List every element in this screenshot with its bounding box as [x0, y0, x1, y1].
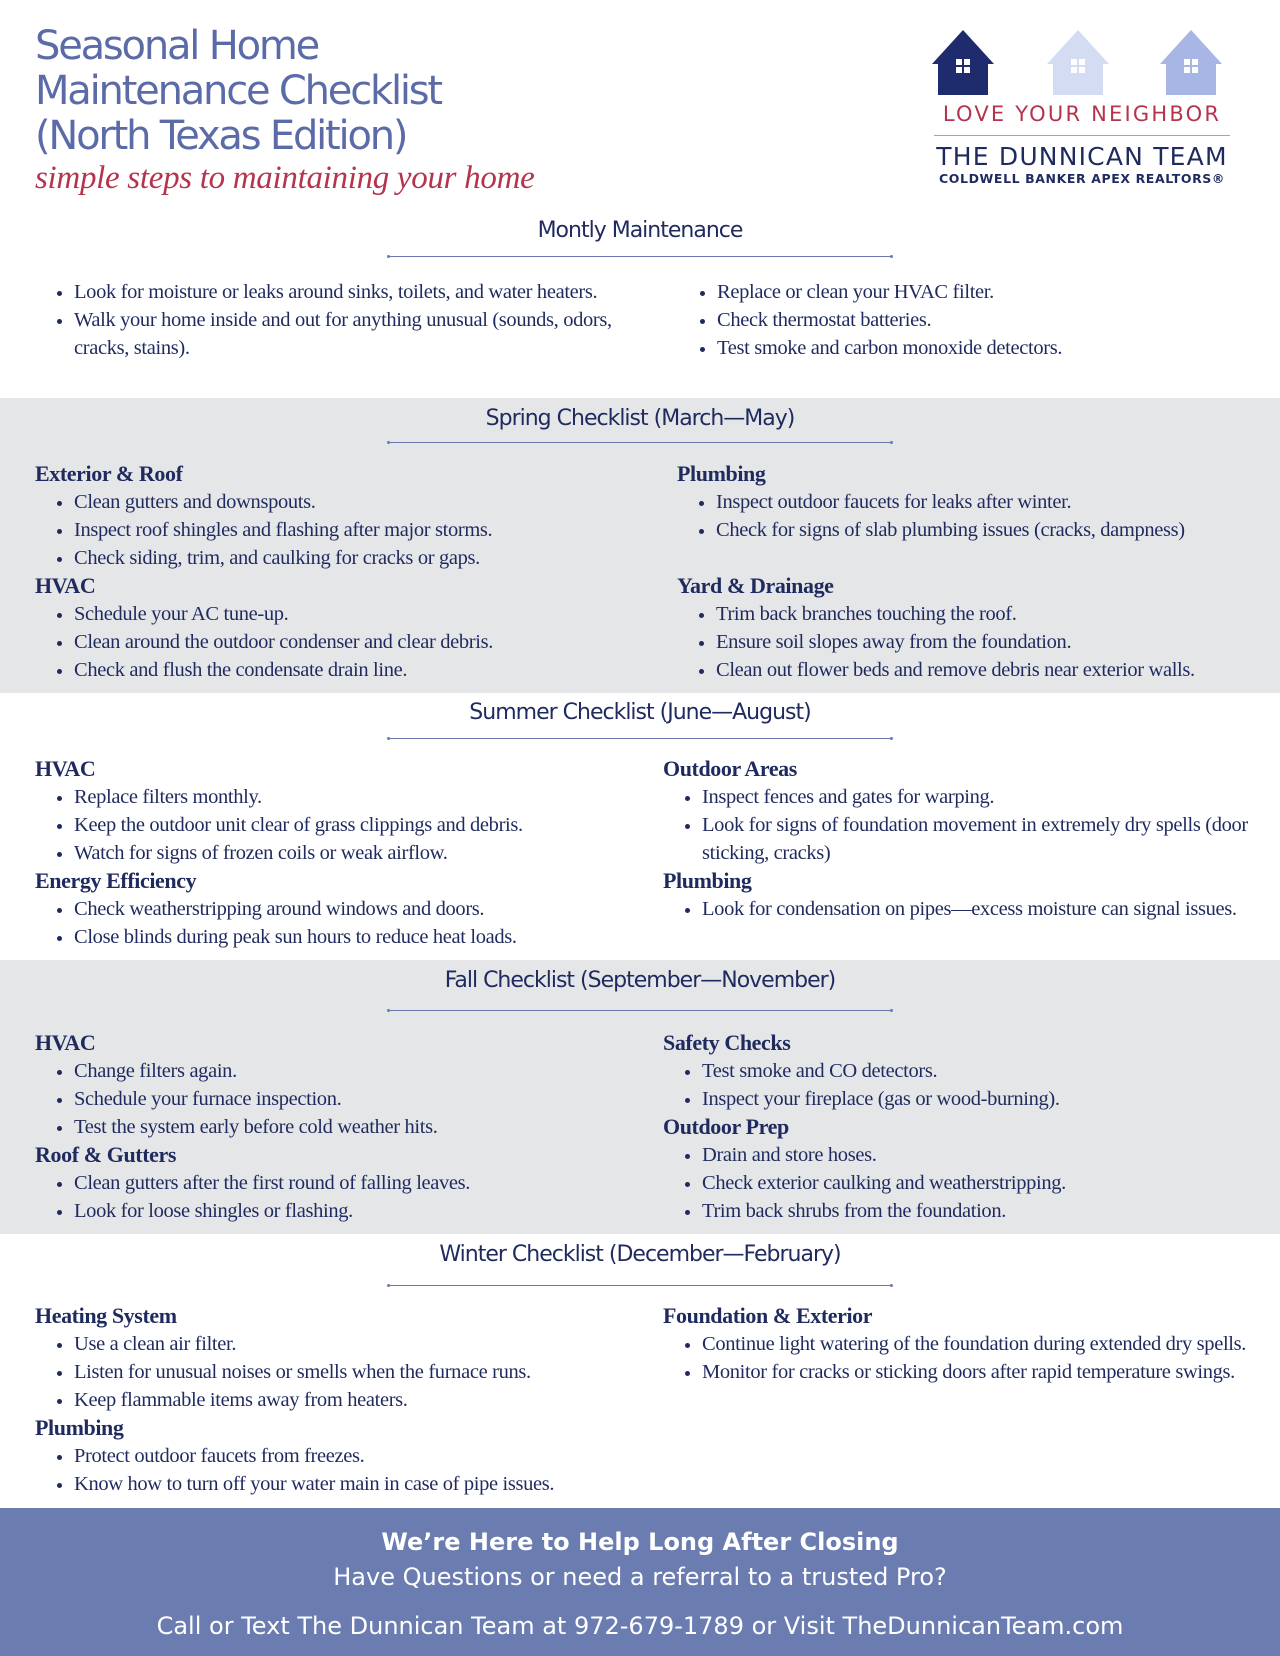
list-item: • Trim back branches touching the roof. — [716, 600, 1267, 628]
checklist — [35, 278, 625, 362]
winter-section — [0, 1234, 1280, 1508]
checklist — [663, 783, 1263, 867]
footer-headline: We’re Here to Help Long After Closing — [381, 1528, 899, 1556]
list-item: • Inspect outdoor faucets for leaks after winter. — [716, 488, 1267, 516]
list-item: • Use a clean air filter. — [74, 1330, 635, 1358]
section-divider — [388, 1010, 892, 1011]
list-item: • Clean around the outdoor condenser and clear debris. — [74, 628, 625, 656]
list-item: • Monitor for cracks or sticking doors after rapid temperature swings. — [702, 1358, 1253, 1386]
list-item: • Test the system early before cold weather hits. — [74, 1113, 625, 1141]
section-divider — [388, 256, 892, 257]
house-icon — [1047, 30, 1109, 95]
list-item: • Look for moisture or leaks around sinks, toilets, and water heaters. — [74, 278, 625, 306]
list-item: • Know how to turn off your water main in case of pipe issues. — [74, 1470, 635, 1498]
footer-contact: Call or Text The Dunnican Team at 972-679-1789 or Visit TheDunnicanTeam.com — [156, 1612, 1124, 1640]
footer-banner — [0, 1508, 1280, 1656]
list-item: • Ensure soil slopes away from the foundation. — [716, 628, 1267, 656]
right-column — [663, 1029, 1263, 1225]
checklist — [35, 1442, 635, 1498]
list-item: • Listen for unusual noises or smells when the furnace runs. — [74, 1358, 635, 1386]
section-title: Montly Maintenance — [537, 218, 743, 243]
section-title: Winter Checklist (December—February) — [439, 1242, 841, 1267]
page-title — [35, 24, 441, 159]
list-item: • Check for signs of slab plumbing issues (cracks, dampness) — [716, 516, 1267, 544]
spring-section — [0, 398, 1280, 693]
checklist — [35, 600, 625, 684]
left-column — [35, 755, 625, 951]
checklist — [35, 488, 625, 572]
list-item: • Check siding, trim, and caulking for cracks or gaps. — [74, 544, 625, 572]
list-item: • Protect outdoor faucets from freezes. — [74, 1442, 635, 1470]
list-item: • Drain and store hoses. — [702, 1141, 1263, 1169]
section-title: Fall Checklist (September—November) — [444, 968, 836, 993]
list-item: • Look for condensation on pipes—excess moisture can signal issues. — [702, 895, 1263, 923]
right-column — [678, 278, 1258, 362]
logo-tagline: LOVE YOUR NEIGHBOR — [942, 102, 1222, 126]
checklist — [35, 895, 625, 951]
house-icon — [1160, 30, 1222, 95]
list-item: • Check exterior caulking and weatherstripping. — [702, 1169, 1263, 1197]
group-heading: Outdoor Areas — [663, 756, 797, 781]
page-tagline: simple steps to maintaining your home — [35, 160, 535, 196]
section-divider — [388, 442, 892, 443]
list-item: • Check thermostat batteries. — [717, 306, 1258, 334]
right-column — [663, 1302, 1253, 1386]
group-heading: Safety Checks — [663, 1030, 791, 1055]
monthly-section — [0, 208, 1280, 398]
list-item: • Walk your home inside and out for anything unusual (sounds, odors, cracks, stains). — [74, 306, 625, 362]
group-heading: Energy Efficiency — [35, 868, 197, 893]
checklist — [678, 278, 1258, 362]
group-heading: HVAC — [35, 573, 96, 598]
checklist — [663, 1141, 1263, 1225]
left-column — [35, 1302, 635, 1498]
group-heading: Roof & Gutters — [35, 1142, 177, 1167]
checklist — [677, 600, 1267, 684]
checklist — [35, 1169, 625, 1225]
checklist — [35, 783, 625, 867]
fall-section — [0, 960, 1280, 1234]
checklist — [35, 1057, 625, 1141]
list-item: • Check weatherstripping around windows and doors. — [74, 895, 625, 923]
group-heading: Foundation & Exterior — [663, 1303, 873, 1328]
list-item: • Look for signs of foundation movement in extremely dry spells (door sticking, cracks) — [702, 811, 1263, 867]
list-item: • Inspect your fireplace (gas or wood-burning). — [702, 1085, 1263, 1113]
summer-section — [0, 693, 1280, 960]
company-logo — [928, 24, 1236, 194]
list-item: • Clean gutters after the first round of falling leaves. — [74, 1169, 625, 1197]
list-item: • Check and flush the condensate drain line. — [74, 656, 625, 684]
checklist — [663, 1330, 1253, 1386]
logo-brokerage: COLDWELL BANKER APEX REALTORS® — [939, 171, 1225, 186]
title-line: Maintenance Checklist — [35, 68, 441, 114]
list-item: • Schedule your AC tune-up. — [74, 600, 625, 628]
section-title: Spring Checklist (March—May) — [485, 406, 795, 431]
list-item: • Test smoke and CO detectors. — [702, 1057, 1263, 1085]
list-item: • Inspect fences and gates for warping. — [702, 783, 1263, 811]
checklist — [35, 1330, 635, 1414]
list-item: • Watch for signs of frozen coils or weak airflow. — [74, 839, 625, 867]
list-item: • Replace or clean your HVAC filter. — [717, 278, 1258, 306]
list-item: • Keep the outdoor unit clear of grass clippings and debris. — [74, 811, 625, 839]
left-column — [35, 1029, 625, 1225]
house-icon — [932, 30, 994, 95]
group-heading: Yard & Drainage — [677, 573, 834, 598]
houses-icon — [928, 24, 1236, 100]
group-heading: Plumbing — [677, 461, 766, 486]
list-item: • Inspect roof shingles and flashing after major storms. — [74, 516, 625, 544]
list-item: • Close blinds during peak sun hours to reduce heat loads. — [74, 923, 625, 951]
group-heading: HVAC — [35, 756, 96, 781]
section-title: Summer Checklist (June—August) — [469, 700, 811, 725]
group-heading: Plumbing — [663, 868, 752, 893]
section-divider — [388, 738, 892, 739]
list-item: • Continue light watering of the foundation during extended dry spells. — [702, 1330, 1253, 1358]
list-item: • Keep flammable items away from heaters. — [74, 1386, 635, 1414]
list-item: • Schedule your furnace inspection. — [74, 1085, 625, 1113]
list-item: • Clean gutters and downspouts. — [74, 488, 625, 516]
logo-team-name: THE DUNNICAN TEAM — [936, 142, 1228, 171]
logo-divider — [934, 135, 1230, 136]
group-heading: Exterior & Roof — [35, 461, 183, 486]
list-item: • Look for loose shingles or flashing. — [74, 1197, 625, 1225]
right-column — [677, 460, 1267, 684]
checklist — [663, 895, 1263, 923]
title-line: Seasonal Home — [35, 23, 319, 69]
list-item: • Replace filters monthly. — [74, 783, 625, 811]
group-heading: Plumbing — [35, 1415, 124, 1440]
list-item: • Clean out flower beds and remove debris near exterior walls. — [716, 656, 1267, 684]
checklist — [677, 488, 1267, 544]
left-column — [35, 278, 625, 362]
title-line: (North Texas Edition) — [35, 113, 407, 159]
list-item: • Change filters again. — [74, 1057, 625, 1085]
footer-question: Have Questions or need a referral to a trusted Pro? — [333, 1563, 947, 1591]
list-item: • Test smoke and carbon monoxide detectors. — [717, 334, 1258, 362]
group-heading: Outdoor Prep — [663, 1114, 789, 1139]
left-column — [35, 460, 625, 684]
list-item: • Trim back shrubs from the foundation. — [702, 1197, 1263, 1225]
section-divider — [388, 1285, 892, 1286]
group-heading: HVAC — [35, 1030, 96, 1055]
right-column — [663, 755, 1263, 923]
checklist — [663, 1057, 1263, 1113]
group-heading: Heating System — [35, 1303, 177, 1328]
